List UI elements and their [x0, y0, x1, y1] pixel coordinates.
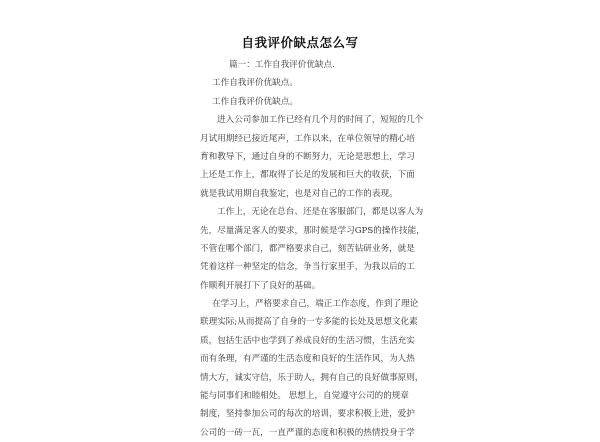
paragraph-3-line: 能与同事们和睦相处。 思想上，自觉遵守公司的的规章 [200, 391, 409, 402]
paragraph-1-line: 上还是工作上，都取得了长足的发展和巨大的收获，下面 [200, 170, 415, 181]
paragraph-2-line: 工作上，无论在总台、还是在客服部门，都是以客人为 [217, 207, 424, 218]
section-heading: 篇一：工作自我评价优缺点. [229, 60, 335, 70]
paragraph-3-line: 情大方，诚实守信，乐于助人，拥有自己的良好做事原则， [200, 372, 424, 383]
document-title: 自我评价缺点怎么写 [241, 35, 359, 50]
paragraph-1-line: 就是我试用期自我鉴定，也是对自己的工作的表现。 [200, 188, 398, 199]
paragraph-3-line: 而有条理，有严谨的生活态度和良好的生活作风，为人热 [200, 354, 415, 365]
paragraph-3-line: 公司的一砖一瓦，一直严谨的态度和积极的热情投身于学 [200, 427, 415, 438]
paragraph-3-line: 质，包括生活中也学到了养成良好的生活习惯，生活充实 [200, 335, 415, 346]
paragraph-3-line: 制度，坚持参加公司的每次的培训，要求积极上进，爱护 [200, 409, 415, 420]
paragraph-3-line: 联理实际;从而提高了自身的一专多能的长处及思想文化素 [200, 317, 418, 328]
paragraph-2-line: 作顺利开展打下了良好的基础。 [200, 280, 321, 291]
paragraph-2-line: 不管在哪个部门，都严格要求自己，刻苦钻研业务，就是 [200, 243, 415, 254]
paragraph-2-line: 凭着这样一种坚定的信念，争当行家里手，为我以后的工 [200, 262, 415, 273]
paragraph-2-line: 先，尽量满足客人的要求，那时候是学习GPS的操作技能， [200, 225, 425, 236]
paragraph-1-line: 月试用期经已接近尾声，工作以来，在单位领导的精心培 [200, 133, 415, 144]
paragraph-1-line: 进入公司参加工作已经有几个月的时间了，短短的几个 [217, 115, 424, 126]
paragraph-3-line: 在学习上，严格要求自己，端正工作态度，作到了理论 [212, 299, 419, 310]
document-body [200, 56, 425, 442]
text-line: 工作自我评价优缺点。 [212, 96, 298, 107]
text-line: 工作自我评价优缺点。 [212, 78, 298, 89]
paragraph-1-line: 育和教导下，通过自身的不断努力，无论是思想上，学习 [200, 151, 415, 162]
